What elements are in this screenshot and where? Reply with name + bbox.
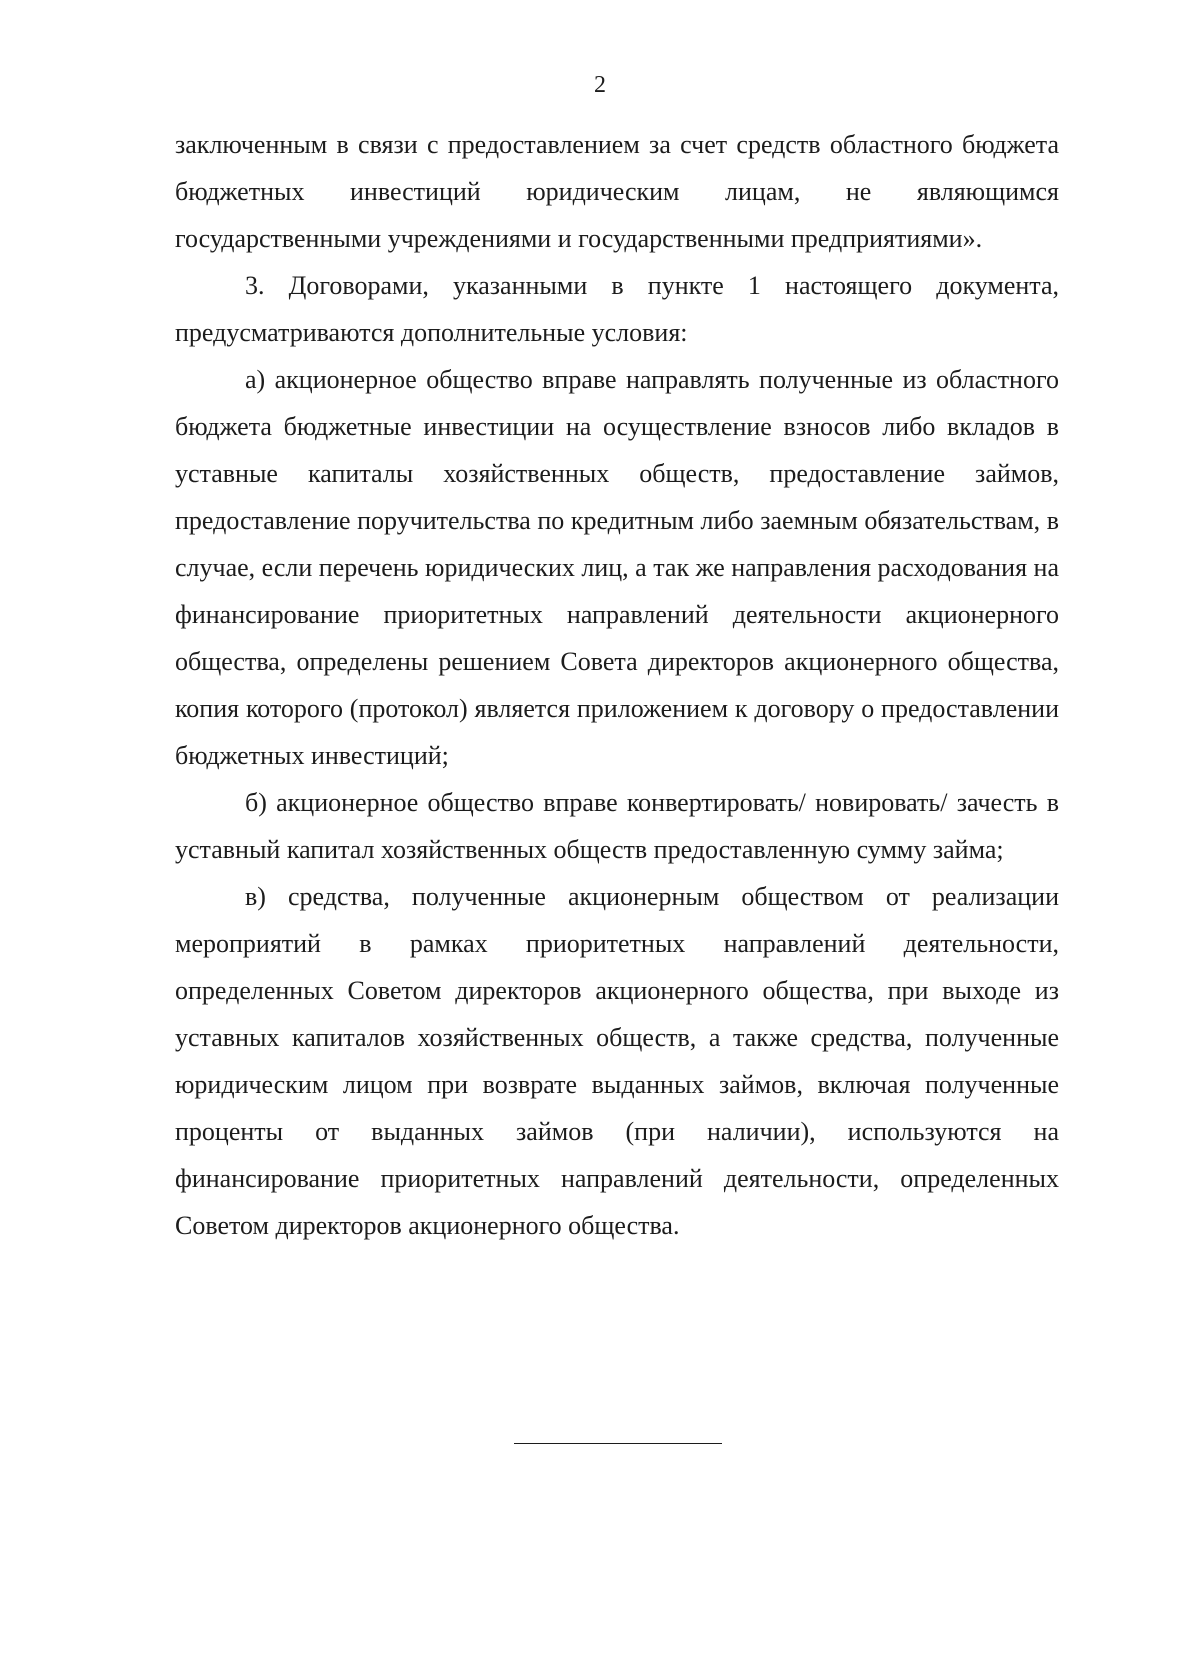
page-number: 2	[594, 72, 606, 98]
document-body	[175, 121, 1059, 1249]
paragraph-subclause-b: б) акционерное общество вправе конвертировать/ новировать/ зачесть в уставный капитал хозяйственных обществ предоставленную сумму займа;	[175, 788, 1059, 864]
paragraph-subclause-a: а) акционерное общество вправе направлять полученные из областного бюджета бюджетные инвестиции на осуществление взносов либо вкладов в уставные капиталы хозяйственных обществ, предоставление займов, предоставление поручительства по кредитным либо заемным обязательствам, в случае, если перечень юридических лиц, а так же направления расходования на финансирование приоритетных направлений деятельности акционерного общества, определены решением Совета директоров акционерного общества, копия которого (протокол) является приложением к договору о предоставлении бюджетных инвестиций;	[175, 365, 1059, 770]
paragraph-subclause-v: в) средства, полученные акционерным обществом от реализации мероприятий в рамках приоритетных направлений деятельности, определенных Советом директоров акционерного общества, при выходе из уставных капиталов хозяйственных обществ, а также средства, полученные юридическим лицом при возврате выданных займов, включая полученные проценты от выданных займов (при наличии), используются на финансирование приоритетных направлений деятельности, определенных Советом директоров акционерного общества.	[175, 882, 1059, 1240]
paragraph-clause-3: 3. Договорами, указанными в пункте 1 настоящего документа, предусматриваются дополнительные условия:	[175, 271, 1059, 347]
end-divider-line	[514, 1443, 722, 1444]
paragraph-continuation: заключенным в связи с предоставлением за счет средств областного бюджета бюджетных инвестиций юридическим лицам, не являющимся государственными учреждениями и государственными предприятиями».	[175, 130, 1059, 253]
